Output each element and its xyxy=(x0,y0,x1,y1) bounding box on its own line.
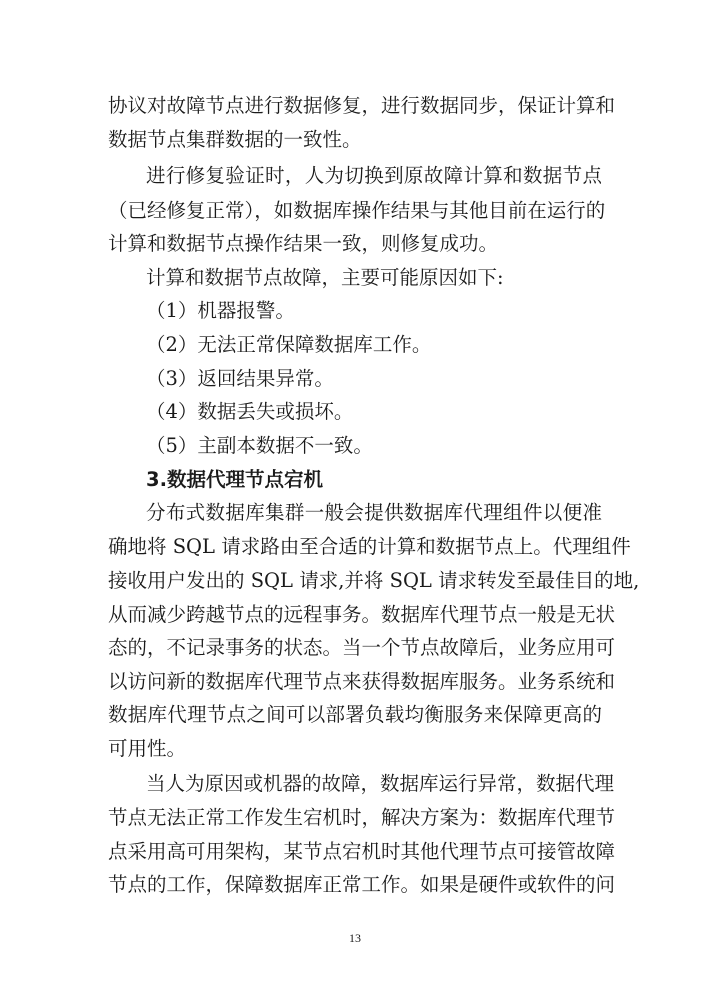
list-item: （3）返回结果异常。 xyxy=(146,367,334,390)
body-text-line: 当人为原因或机器的故障，数据库运行异常，数据代理 xyxy=(146,772,615,795)
body-text-line: 从而减少跨越节点的远程事务。数据库代理节点一般是无状 xyxy=(108,603,616,626)
body-text-line: 进行修复验证时，人为切换到原故障计算和数据节点 xyxy=(146,164,602,187)
page-number: 13 xyxy=(349,931,361,945)
body-text-line: 以访问新的数据库代理节点来获得数据库服务。业务系统和 xyxy=(108,670,616,693)
body-text-line: 数据库代理节点之间可以部署负载均衡服务来保障更高的 xyxy=(108,703,602,726)
body-text-line: 协议对故障节点进行数据修复，进行数据同步，保证计算和 xyxy=(108,94,616,117)
body-text-line: 接收用户发出的 SQL 请求,并将 SQL 请求转发至最佳目的地, xyxy=(108,569,640,592)
list-item: （2）无法正常保障数据库工作。 xyxy=(146,333,432,356)
body-text-line: 节点的工作，保障数据库正常工作。如果是硬件或软件的问 xyxy=(108,873,616,896)
body-text-line: 确地将 SQL 请求路由至合适的计算和数据节点上。代理组件 xyxy=(108,535,631,558)
list-item: （5）主副本数据不一致。 xyxy=(146,434,373,457)
body-text-line: （已经修复正常），如数据库操作结果与其他目前在运行的 xyxy=(108,199,606,222)
list-item: （4）数据丢失或损坏。 xyxy=(146,400,354,423)
list-item: （1）机器报警。 xyxy=(146,299,295,322)
body-text-line: 节点无法正常工作发生宕机时，解决方案为：数据库代理节 xyxy=(108,806,616,829)
body-text-line: 分布式数据库集群一般会提供数据库代理组件以便准 xyxy=(146,501,602,524)
body-text-line: 态的，不记录事务的状态。当一个节点故障后，业务应用可 xyxy=(108,636,616,659)
body-text-line: 计算和数据节点操作结果一致，则修复成功。 xyxy=(108,232,499,255)
body-text-line: 计算和数据节点故障，主要可能原因如下: xyxy=(146,266,504,289)
body-text-line: 可用性。 xyxy=(108,737,187,760)
body-text-line: 点采用高可用架构，某节点宕机时其他代理节点可接管故障 xyxy=(108,840,616,863)
body-text-line: 数据节点集群数据的一致性。 xyxy=(108,128,362,151)
section-heading: 3.数据代理节点宕机 xyxy=(146,468,323,491)
